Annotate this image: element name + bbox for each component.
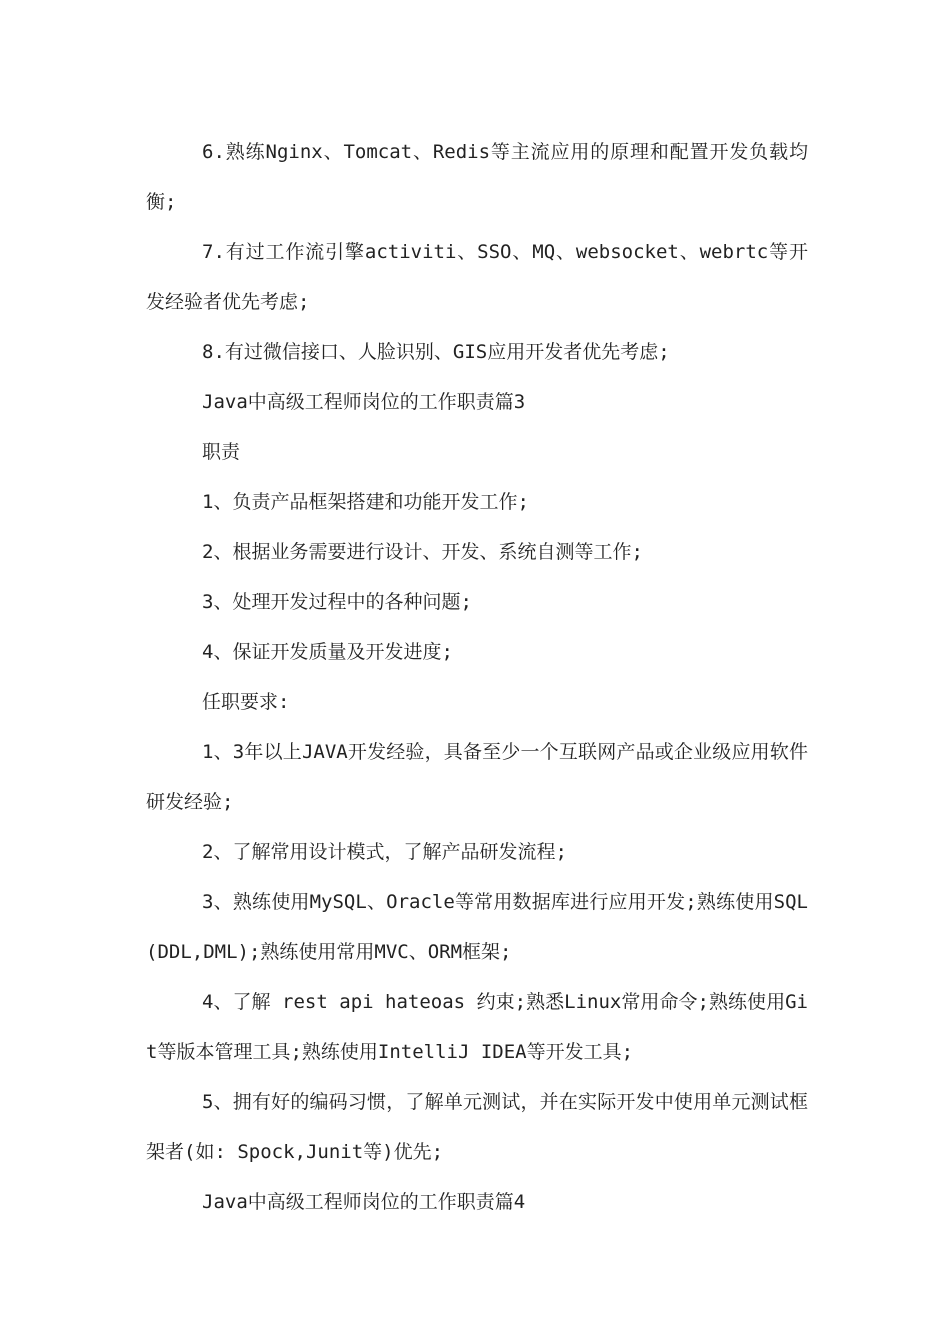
paragraph-item-7-activiti: 7.有过工作流引擎activiti、SSO、MQ、websocket、webrtc等开发经验者优先考虑;	[146, 241, 808, 313]
duty-item-2: 2、根据业务需要进行设计、开发、系统自测等工作;	[202, 541, 643, 563]
duty-item-4: 4、保证开发质量及开发进度;	[202, 641, 453, 663]
requirement-item-1: 1、3年以上JAVA开发经验，具备至少一个互联网产品或企业级应用软件研发经验;	[146, 741, 808, 813]
paragraph-item-6-nginx: 6.熟练Nginx、Tomcat、Redis等主流应用的原理和配置开发负载均衡;	[146, 141, 808, 213]
section-heading-3: Java中高级工程师岗位的工作职责篇3	[202, 391, 526, 413]
requirement-item-3: 3、熟练使用MySQL、Oracle等常用数据库进行应用开发;熟练使用SQL(DDL,DML);熟练使用常用MVC、ORM框架;	[146, 891, 808, 963]
duty-item-1: 1、负责产品框架搭建和功能开发工作;	[202, 491, 529, 513]
subheading-duties: 职责	[202, 441, 241, 463]
requirement-item-5: 5、拥有好的编码习惯，了解单元测试，并在实际开发中使用单元测试框架者(如: Spock,Junit等)优先;	[146, 1091, 808, 1163]
duty-item-3: 3、处理开发过程中的各种问题;	[202, 591, 472, 613]
requirement-item-2: 2、了解常用设计模式，了解产品研发流程;	[202, 841, 567, 863]
subheading-requirements: 任职要求:	[202, 691, 290, 713]
paragraph-item-8-wechat: 8.有过微信接口、人脸识别、GIS应用开发者优先考虑;	[202, 341, 670, 363]
requirement-item-4: 4、了解 rest api hateoas 约束;熟悉Linux常用命令;熟练使用Git等版本管理工具;熟练使用IntelliJ IDEA等开发工具;	[146, 991, 808, 1063]
document-body	[146, 127, 808, 1227]
section-heading-4: Java中高级工程师岗位的工作职责篇4	[202, 1191, 526, 1213]
